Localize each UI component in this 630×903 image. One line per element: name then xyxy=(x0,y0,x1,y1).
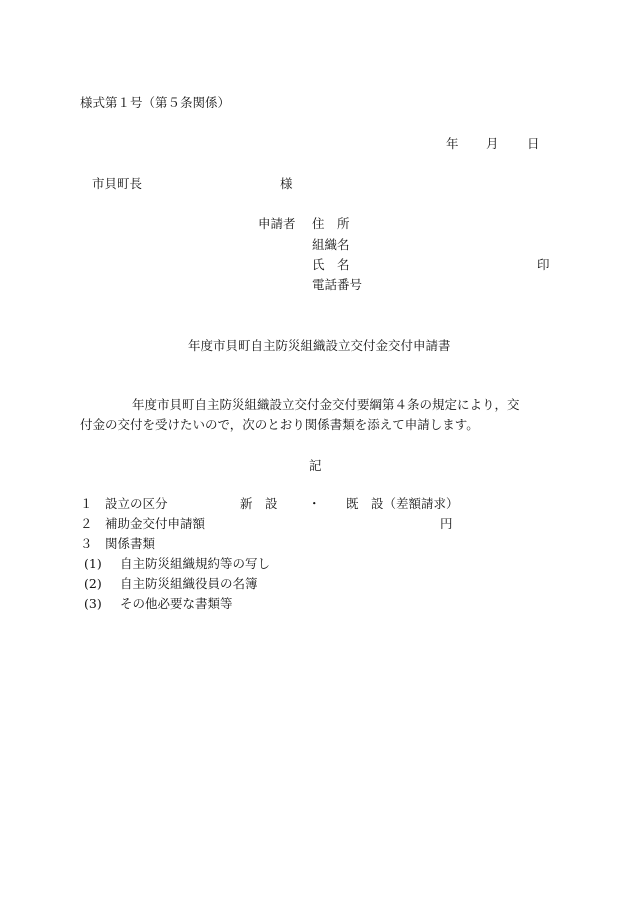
item-3-label: 関係書類 xyxy=(105,536,156,551)
item-2-number: ２ xyxy=(80,516,93,531)
applicant-phone-label: 電話番号 xyxy=(312,277,363,292)
sub-item-2-number: (2) xyxy=(84,576,102,591)
item-1-label: 設立の区分 xyxy=(105,496,168,511)
applicant-name-label: 氏 名 xyxy=(312,257,350,272)
document-title: 年度市貝町自主防災組織設立交付金交付申請書 xyxy=(188,338,451,353)
item-3-number: ３ xyxy=(80,536,93,551)
body-text-line-1: 年度市貝町自主防災組織設立交付金交付要綱第４条の規定により，交 xyxy=(132,397,520,412)
body-text-line-2: 付金の交付を受けたいので，次のとおり関係書類を添えて申請します。 xyxy=(80,417,479,432)
applicant-organization-label: 組織名 xyxy=(312,237,350,252)
form-number: 様式第１号（第５条関係） xyxy=(80,95,231,110)
option-separator: ・ xyxy=(308,496,321,511)
item-1-number: １ xyxy=(80,496,93,511)
recipient-honorific: 様 xyxy=(280,176,293,191)
option-new: 新 設 xyxy=(240,496,278,511)
recipient-name: 市貝町長 xyxy=(92,176,143,191)
option-existing: 既 設（差額請求） xyxy=(346,496,459,511)
date-year-label: 年 xyxy=(446,136,459,151)
sub-item-1-number: (1) xyxy=(84,556,102,571)
sub-item-3-number: (3) xyxy=(84,596,102,611)
seal-mark: 印 xyxy=(537,257,550,272)
amount-unit: 円 xyxy=(440,516,453,531)
item-2-label: 補助金交付申請額 xyxy=(105,516,206,531)
applicant-address-label: 住 所 xyxy=(312,216,350,231)
date-month-label: 月 xyxy=(486,136,499,151)
sub-item-1-text: 自主防災組織規約等の写し xyxy=(120,556,271,571)
sub-item-2-text: 自主防災組織役員の名簿 xyxy=(120,576,258,591)
ki-heading: 記 xyxy=(309,458,322,473)
date-day-label: 日 xyxy=(527,136,540,151)
applicant-label: 申請者 xyxy=(258,216,296,231)
sub-item-3-text: その他必要な書類等 xyxy=(120,596,233,611)
